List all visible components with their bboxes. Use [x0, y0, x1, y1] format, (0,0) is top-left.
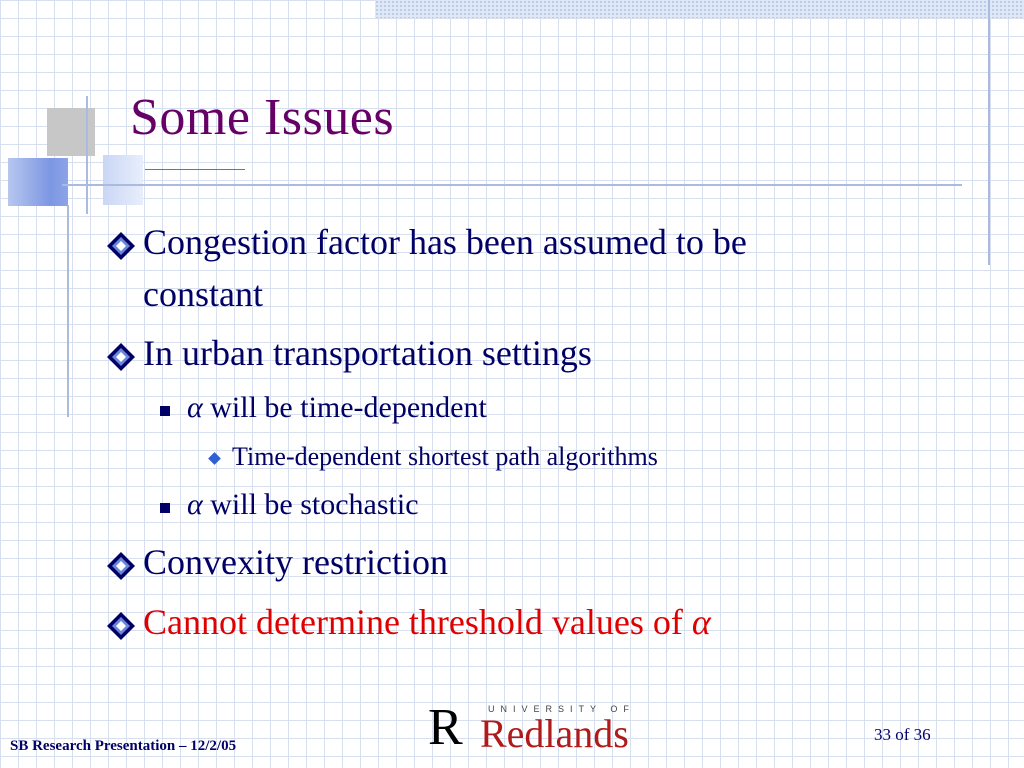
- alpha-symbol: α: [691, 602, 711, 642]
- bullet-text: Congestion factor has been assumed to be: [143, 222, 747, 262]
- bullet-text: Time-dependent shortest path algorithms: [232, 442, 658, 471]
- small-diamond-bullet-icon: [208, 452, 221, 465]
- bullet-convexity: [143, 541, 448, 584]
- university-logo: [428, 699, 638, 756]
- diamond-bullet-icon: [105, 229, 137, 261]
- bullet-congestion-continued: [143, 273, 263, 316]
- square-bullet-icon: [160, 406, 170, 416]
- diamond-bullet-icon: [105, 340, 137, 372]
- bullet-text: constant: [143, 274, 263, 314]
- bullet-text: In urban transportation settings: [143, 333, 592, 373]
- alpha-symbol: α: [187, 488, 203, 521]
- bullet-text: Convexity restriction: [143, 542, 448, 582]
- bullet-text: will be time-dependent: [210, 391, 487, 424]
- sub-bullet-time-dependent: [187, 390, 487, 426]
- bullet-urban: [143, 332, 592, 375]
- logo-letter: R: [428, 699, 463, 756]
- bullet-congestion: [143, 221, 747, 264]
- page-number: 33 of 36: [874, 725, 931, 744]
- sub-sub-bullet-algorithms: [232, 441, 658, 472]
- logo-university-line: UNIVERSITY OF: [488, 704, 635, 714]
- sub-bullet-stochastic: [187, 487, 419, 523]
- bullet-text: Cannot determine threshold values of: [143, 602, 683, 642]
- alpha-symbol: α: [187, 391, 203, 424]
- logo-name: Redlands: [480, 711, 629, 756]
- footer-presentation-label: SB Research Presentation – 12/2/05: [10, 738, 237, 754]
- slide-title: Some Issues: [130, 89, 395, 146]
- bullet-text: will be stochastic: [210, 488, 419, 521]
- bullet-threshold: [143, 601, 711, 644]
- diamond-bullet-icon: [105, 549, 137, 581]
- diamond-bullet-icon: [105, 609, 137, 641]
- square-bullet-icon: [160, 503, 170, 513]
